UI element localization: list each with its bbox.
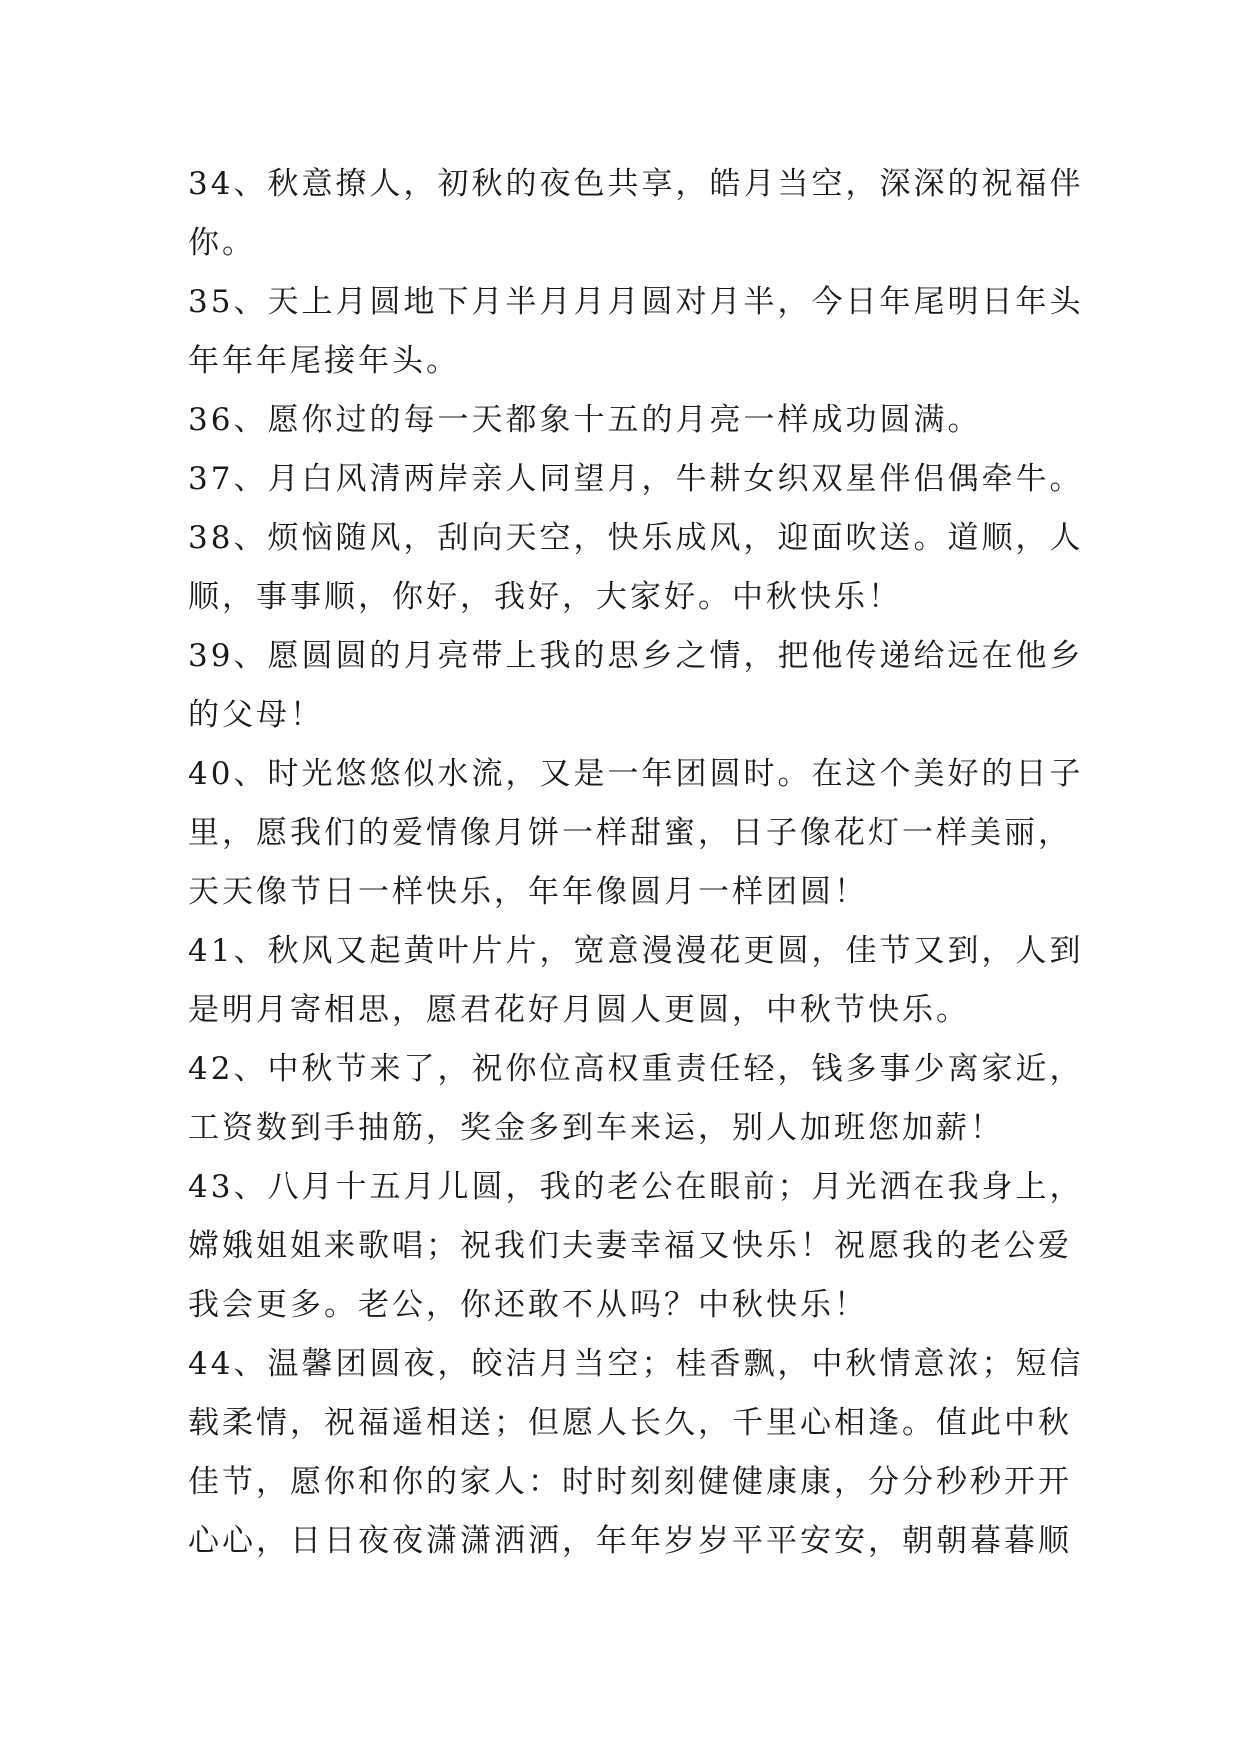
text-line: 42、中秋节来了，祝你位高权重责任轻，钱多事少离家近， (188, 1051, 1084, 1087)
text-line: 37、月白风清两岸亲人同望月，牛耕女织双星伴侣偶牵牛。 (188, 461, 1084, 497)
document-body (188, 155, 1084, 1571)
text-line: 38、烦恼随风，刮向天空，快乐成风，迎面吹送。道顺，人 (188, 520, 1084, 556)
text-line: 43、八月十五月儿圆，我的老公在眼前；月光洒在我身上， (188, 1169, 1084, 1205)
text-line: 工资数到手抽筋，奖金多到车来运，别人加班您加薪！ (188, 1110, 1004, 1146)
text-line: 是明月寄相思，愿君花好月圆人更圆，中秋节快乐。 (188, 992, 970, 1028)
text-line: 36、愿你过的每一天都象十五的月亮一样成功圆满。 (188, 402, 982, 438)
text-line: 佳节，愿你和你的家人：时时刻刻健健康康，分分秒秒开开 (188, 1464, 1072, 1500)
text-line: 天天像节日一样快乐，年年像圆月一样团圆！ (188, 874, 868, 910)
text-line: 年年年尾接年头。 (188, 343, 460, 379)
text-line: 里，愿我们的爱情像月饼一样甜蜜，日子像花灯一样美丽， (188, 815, 1072, 851)
text-line: 40、时光悠悠似水流，又是一年团圆时。在这个美好的日子 (188, 756, 1084, 792)
text-line: 44、温馨团圆夜，皎洁月当空；桂香飘，中秋情意浓；短信 (188, 1346, 1084, 1382)
text-line: 34、秋意撩人，初秋的夜色共享，皓月当空，深深的祝福伴 (188, 166, 1084, 202)
text-line: 39、愿圆圆的月亮带上我的思乡之情，把他传递给远在他乡 (188, 638, 1084, 674)
text-line: 顺，事事顺，你好，我好，大家好。中秋快乐！ (188, 579, 902, 615)
text-line: 41、秋风又起黄叶片片，宽意漫漫花更圆，佳节又到，人到 (188, 933, 1084, 969)
text-line: 你。 (188, 225, 256, 261)
text-line: 35、天上月圆地下月半月月月圆对月半，今日年尾明日年头 (188, 284, 1084, 320)
text-line: 的父母！ (188, 697, 324, 733)
text-line: 我会更多。老公，你还敢不从吗？中秋快乐！ (188, 1287, 868, 1323)
text-line: 嫦娥姐姐来歌唱；祝我们夫妻幸福又快乐！祝愿我的老公爱 (188, 1228, 1072, 1264)
text-line: 心心，日日夜夜潇潇洒洒，年年岁岁平平安安，朝朝暮暮顺 (188, 1523, 1072, 1559)
text-line: 载柔情，祝福遥相送；但愿人长久，千里心相逢。值此中秋 (188, 1405, 1072, 1441)
